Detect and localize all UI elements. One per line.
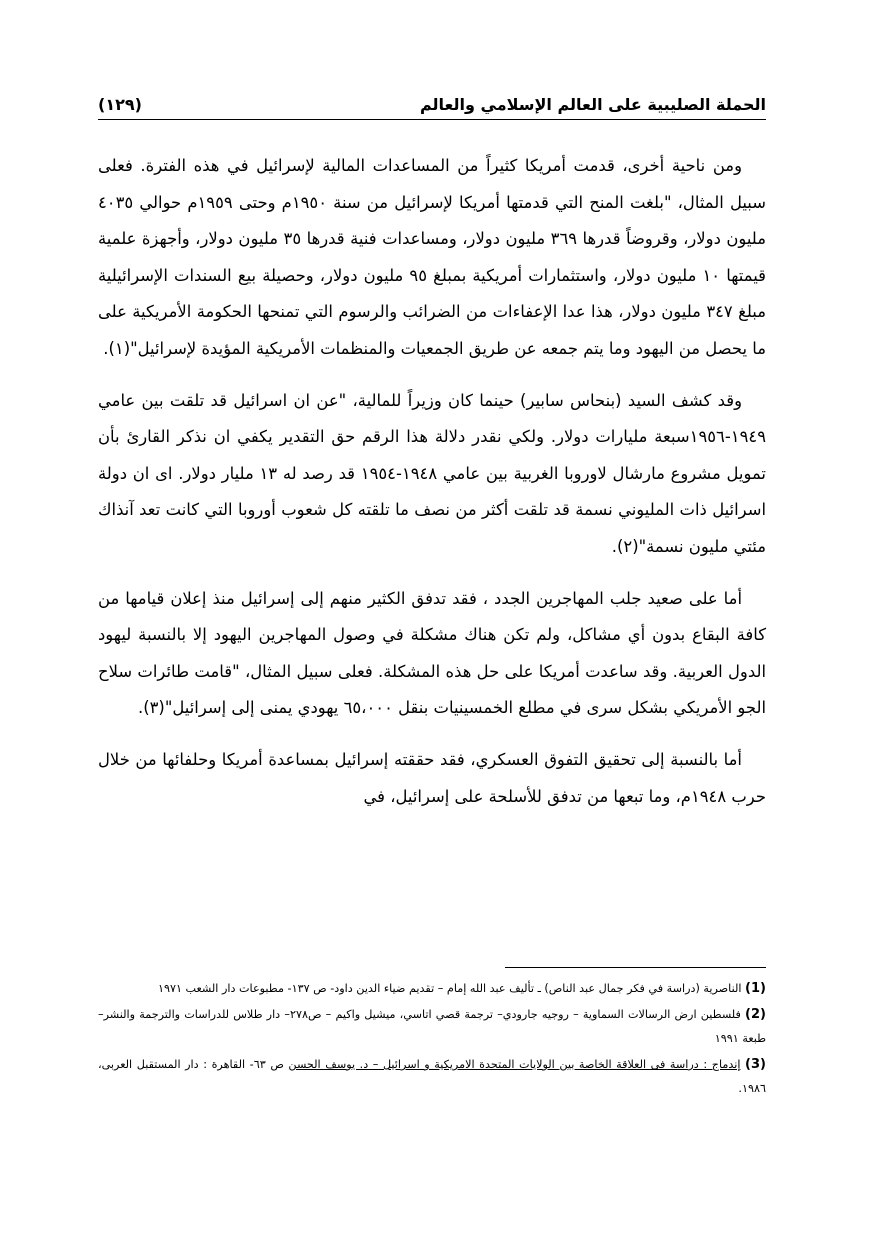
- footnote-text: الناصرية (دراسة في فكر جمال عبد الناص) ـ تأليف عبد الله إمام – تقديم ضياء الدين داود- ص ١٣٧- مطبوعات دار الشعب ١٩٧١: [157, 982, 742, 995]
- footnote-item: [98, 1003, 766, 1051]
- footnote-text: ص ٦٣- القاهرة : دار المستقبل العربى، ١٩٨٦.: [98, 1058, 766, 1095]
- header-title: الحملة الصليبية على العالم الإسلامي والعالم: [419, 94, 766, 114]
- footnote-mark: (1): [745, 981, 766, 996]
- footnote-mark: (3): [745, 1057, 766, 1072]
- footnote-text-underlined: إندماج : دراسة فى العلاقة الخاصة بين الولايات المتحدة الامريكية و اسرائيل – د. يوسف الحسن: [288, 1058, 741, 1071]
- footnote-item: [98, 977, 766, 1001]
- page-number: (١٢٩): [98, 94, 142, 114]
- footnotes: [98, 977, 766, 1103]
- paragraph: ومن ناحية أخرى، قدمت أمريكا كثيراً من المساعدات المالية لإسرائيل في هذه الفترة. فعلى سبيل المثال، "بلغت المنح التي قدمتها أمريكا لإسرائيل من سنة ١٩٥٠م وحتى ١٩٥٩م حوالي ٤٠٣٥ مليون دولار، وقروضاً قدرها ٣٦٩ مليون دولار، ومساعدات فنية قدرها ٣٥ مليون دولار، وأجهزة علمية قيمتها ١٠ مليون دولار، واستثمارات أمريكية بمبلغ ٩٥ مليون دولار، وحصيلة بيع السندات الإسرائيلية مبلغ ٣٤٧ مليون دولار، هذا عدا الإعفاءات من الضرائب والرسوم التي تمنحها الحكومة الأمريكية على ما يحصل من اليهود وما يتم جمعه عن طريق الجمعيات والمنظمات الأمريكية المؤيدة لإسرائيل"(١).: [98, 156, 767, 358]
- footnote-text: فلسطين ارض الرسالات السماوية – روجيه جارودي– ترجمة قصي اتاسي، ميشيل واكيم – ص٢٧٨– دار طلاس للدراسات والترجمة والنشر– طبعة ١٩٩١: [98, 1008, 766, 1045]
- footnote-mark: (2): [745, 1007, 766, 1022]
- footnote-divider: [505, 967, 766, 968]
- header-divider: [98, 119, 766, 120]
- body-text: [98, 148, 766, 830]
- running-header: [98, 88, 766, 120]
- paragraph: وقد كشف السيد (بنحاس سابير) حينما كان وزيراً للمالية، "عن ان اسرائيل قد تلقت بين عامي ١٩٤٩-١٩٥٦سبعة مليارات دولار. ولكي نقدر دلالة هذا الرقم حق التقدير يكفي ان نذكر القارئ بأن تمويل مشروع مارشال لاوروبا الغربية بين عامي ١٩٤٨-١٩٥٤ قد رصد له ١٣ مليار دولار. اى ان دولة اسرائيل ذات المليوني نسمة قد تلقت أكثر من نصف ما تلقته كل شعوب أوروبا التي كانت تعد آنذاك مئتي مليون نسمة"(٢).: [98, 390, 766, 556]
- paragraph: أما بالنسبة إلى تحقيق التفوق العسكري، فقد حققته إسرائيل بمساعدة أمريكا وحلفائها من خلال حرب ١٩٤٨م، وما تبعها من تدفق للأسلحة على إسرائيل، في: [98, 749, 766, 806]
- paragraph: أما على صعيد جلب المهاجرين الجدد ، فقد تدفق الكثير منهم إلى إسرائيل منذ إعلان قيامها من كافة البقاع بدون أي مشاكل، ولم تكن هناك مشكلة في وصول المهاجرين اليهود إلا بالنسبة ليهود الدول العربية. وقد ساعدت أمريكا على حل هذه المشكلة. فعلى سبيل المثال، "قامت طائرات سلاح الجو الأمريكي بشكل سرى في مطلع الخمسينيات بنقل ٦٥،٠٠٠ يهودي يمنى إلى إسرائيل"(٣).: [98, 588, 766, 718]
- footnote-item: [98, 1053, 766, 1101]
